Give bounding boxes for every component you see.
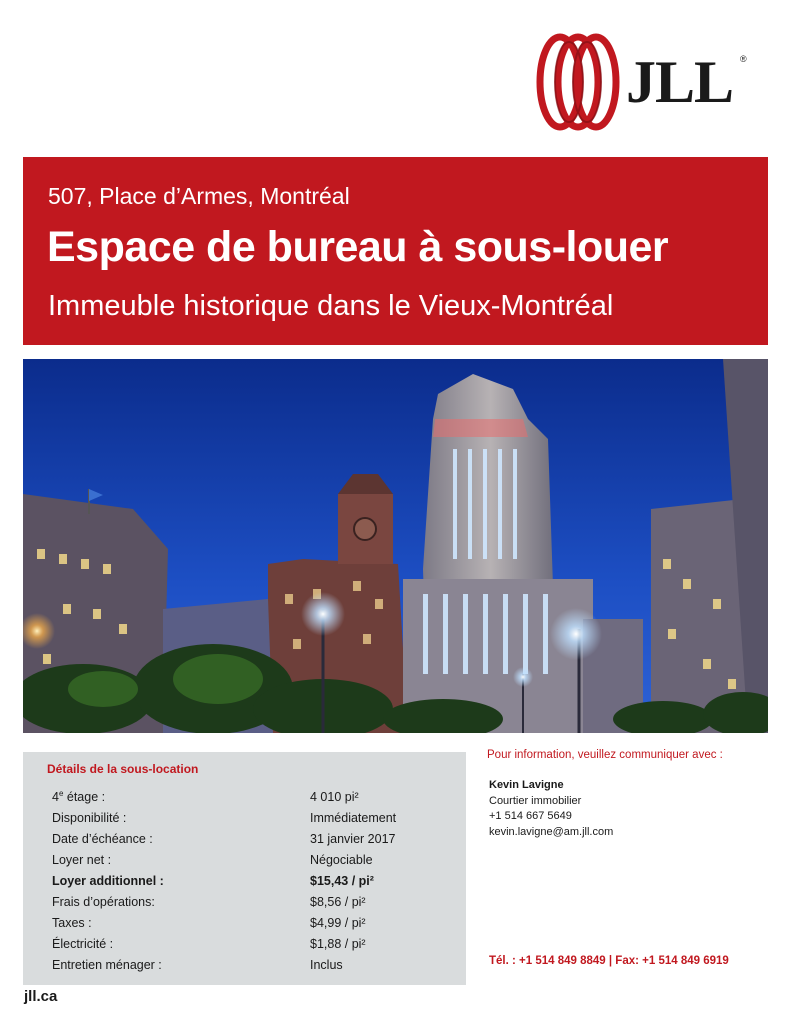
page-title: Espace de bureau à sous-louer	[47, 223, 669, 271]
detail-label: Loyer net :	[52, 853, 112, 867]
contact-email[interactable]: kevin.lavigne@am.jll.com	[489, 825, 614, 838]
website-link[interactable]: jll.ca	[24, 988, 58, 1005]
floor-label: étage :	[63, 790, 106, 804]
jll-logo	[534, 30, 754, 134]
sublease-details-panel	[23, 752, 466, 985]
title-banner	[23, 157, 768, 345]
detail-label	[52, 790, 105, 804]
detail-value: $8,56 / pi²	[310, 895, 366, 909]
montreal-night-skyline-image	[23, 359, 768, 733]
contact-block	[489, 778, 613, 840]
contact-phone[interactable]: +1 514 667 5649	[489, 810, 572, 822]
detail-label: Disponibilité :	[52, 811, 127, 825]
detail-label: Frais d’opérations:	[52, 895, 155, 909]
detail-row-expiry	[52, 832, 452, 853]
detail-row-cleaning	[52, 958, 452, 979]
detail-value: Immédiatement	[310, 811, 397, 825]
building-photo	[23, 359, 768, 733]
contact-name: Kevin Lavigne	[489, 779, 564, 791]
jll-helix-icon	[534, 30, 630, 134]
detail-row-floor	[52, 790, 452, 811]
detail-row-taxes	[52, 916, 452, 937]
detail-value: 31 janvier 2017	[310, 832, 396, 846]
detail-value: 4 010 pi²	[310, 790, 359, 804]
detail-value: $1,88 / pi²	[310, 937, 366, 951]
detail-row-net-rent	[52, 853, 452, 874]
detail-row-operating-costs	[52, 895, 452, 916]
detail-row-additional-rent	[52, 874, 452, 895]
detail-label: Taxes :	[52, 916, 92, 930]
detail-value: Inclus	[310, 958, 343, 972]
registered-mark: ®	[740, 54, 747, 64]
detail-label: Entretien ménager :	[52, 958, 162, 972]
office-phone-fax: Tél. : +1 514 849 8849 | Fax: +1 514 849 6919	[489, 955, 729, 967]
detail-value: $15,43 / pi²	[310, 874, 374, 888]
detail-value: Négociable	[310, 853, 373, 867]
detail-label: Loyer additionnel :	[52, 874, 164, 888]
property-address: 507, Place d’Armes, Montréal	[48, 183, 350, 209]
floor-number: 4	[52, 790, 59, 804]
contact-role: Courtier immobilier	[489, 794, 582, 807]
detail-value: $4,99 / pi²	[310, 916, 366, 930]
detail-label: Électricité :	[52, 937, 114, 951]
page-subtitle: Immeuble historique dans le Vieux-Montréal	[48, 290, 614, 322]
detail-row-availability	[52, 811, 452, 832]
details-table	[52, 790, 452, 979]
contact-intro: Pour information, veuillez communiquer avec :	[487, 749, 723, 761]
detail-label: Date d’échéance :	[52, 832, 153, 846]
details-heading: Détails de la sous-location	[47, 762, 199, 776]
logo-wordmark: JLL	[626, 49, 734, 115]
detail-row-electricity	[52, 937, 452, 958]
floor-ordinal-suffix: e	[58, 788, 64, 798]
